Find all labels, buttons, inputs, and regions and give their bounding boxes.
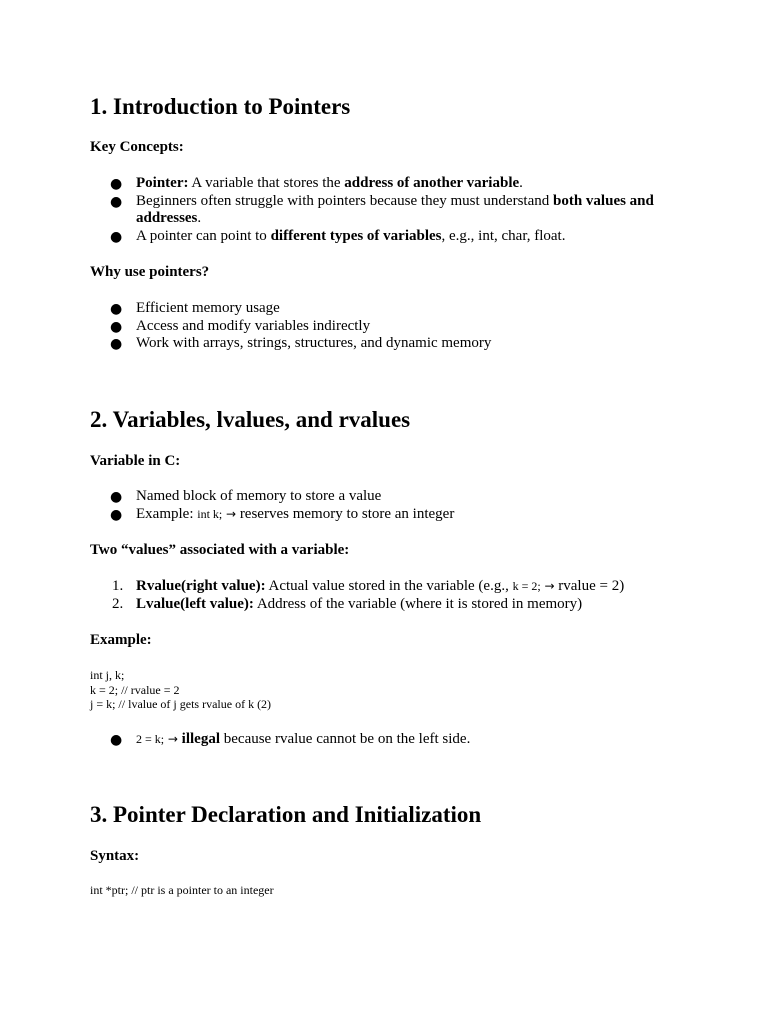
list-item: ● 2 = k; → illegal because rvalue cannot be on the left side. xyxy=(90,731,670,749)
variable-in-c-label: Variable in C: xyxy=(90,453,181,469)
why-use-pointers-label: Why use pointers? xyxy=(90,264,210,280)
code-line: int *ptr; // ptr is a pointer to an integer xyxy=(90,883,274,897)
section-1-heading: 1. Introduction to Pointers xyxy=(90,94,351,119)
syntax-label: Syntax: xyxy=(90,848,140,864)
key-concepts-label: Key Concepts: xyxy=(90,139,184,155)
list-item: ● Efficient memory usage xyxy=(90,300,670,318)
list-item: ● Example: int k; → reserves memory to store an integer xyxy=(90,506,670,524)
key-concepts-list xyxy=(90,175,670,245)
section-3-heading: 3. Pointer Declaration and Initialization xyxy=(90,802,482,827)
list-item: ● Work with arrays, strings, structures, and dynamic memory xyxy=(90,335,670,353)
code-line: j = k; // lvalue of j gets rvalue of k (2) xyxy=(90,697,272,711)
list-item: 2. Lvalue(left value): Address of the variable (where it is stored in memory) xyxy=(112,595,583,612)
list-item: ● Access and modify variables indirectly xyxy=(90,318,670,336)
why-use-pointers-list xyxy=(90,300,670,353)
example-label: Example: xyxy=(90,632,152,648)
two-values-label: Two “values” associated with a variable: xyxy=(90,542,350,558)
code-block xyxy=(90,883,274,898)
code-line: int j, k; xyxy=(90,668,125,682)
list-item: ● A pointer can point to different types of variables, e.g., int, char, float. xyxy=(90,228,670,246)
values-list xyxy=(90,578,670,613)
list-item: ● Beginners often struggle with pointers because they must understand both values and addresses. xyxy=(90,193,670,228)
arrow-icon: → xyxy=(544,579,555,593)
illegal-note-list xyxy=(90,731,670,749)
list-item: ● Named block of memory to store a value xyxy=(90,488,670,506)
code-line: k = 2; // rvalue = 2 xyxy=(90,682,180,697)
arrow-icon: → xyxy=(167,732,178,746)
list-item: 1. Rvalue(right value): Actual value stored in the variable (e.g., k = 2; → rvalue = 2) xyxy=(112,578,625,594)
code-block xyxy=(90,668,271,712)
variable-list xyxy=(90,488,670,523)
arrow-icon: → xyxy=(226,506,237,521)
section-2-heading: 2. Variables, lvalues, and rvalues xyxy=(90,407,411,432)
list-item: ● Pointer: A variable that stores the address of another variable. xyxy=(90,175,670,193)
